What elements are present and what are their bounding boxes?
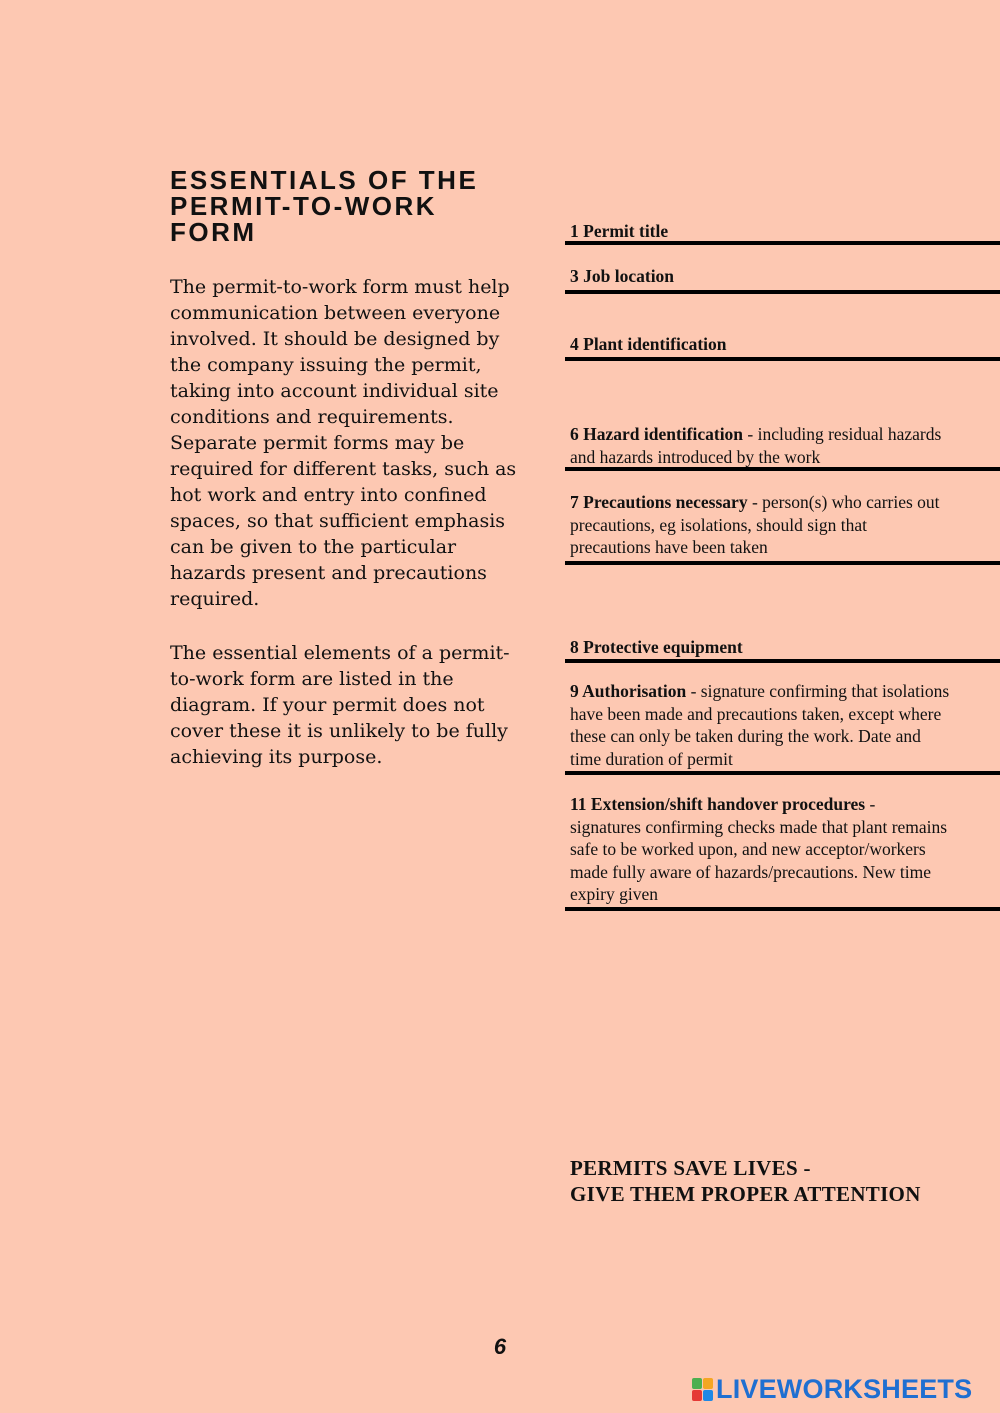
item-detail: - person(s) who carries out precautions, eg isolations, should sign that precautions have been taken xyxy=(570,492,940,558)
item-title: 3 Job location xyxy=(570,266,675,286)
form-item-job-location xyxy=(570,265,950,288)
intro-paragraph-2: The essential elements of a permit-to-work form are listed in the diagram. If your permit does not cover these it is unlikely to be fully achieving its purpose. xyxy=(170,642,510,768)
slogan-line-2: GIVE THEM PROPER ATTENTION xyxy=(570,1182,921,1206)
page-title xyxy=(170,167,530,245)
divider-line xyxy=(565,907,1000,911)
form-item-extension-handover xyxy=(570,793,950,906)
item-title: 9 Authorisation xyxy=(570,681,687,701)
divider-line xyxy=(565,241,1000,245)
form-item-protective-equipment xyxy=(570,636,950,659)
form-item-permit-title xyxy=(570,220,950,243)
title-line-3: FORM xyxy=(170,217,257,247)
item-title: 6 Hazard identification xyxy=(570,424,744,444)
divider-line xyxy=(565,659,1000,663)
item-detail: - signature confirming that isolations have been made and precautions taken, except where these can only be taken during the work. Date and time duration of permit xyxy=(570,681,950,769)
form-item-precautions xyxy=(570,491,950,559)
item-title: 4 Plant identification xyxy=(570,334,727,354)
title-line-2: PERMIT-TO-WORK xyxy=(170,191,438,221)
divider-line xyxy=(565,771,1000,775)
logo-icon xyxy=(692,1378,713,1401)
item-detail: - including residual hazards and hazards introduced by the work xyxy=(570,424,942,467)
item-title: 7 Precautions necessary xyxy=(570,492,748,512)
form-item-plant-identification xyxy=(570,333,950,356)
liveworksheets-logo xyxy=(692,1372,972,1406)
slogan xyxy=(570,1155,921,1207)
form-item-authorisation xyxy=(570,680,950,770)
divider-line xyxy=(565,357,1000,361)
logo-text: LIVEWORKSHEETS xyxy=(716,1373,973,1404)
item-title: 11 Extension/shift handover procedures xyxy=(570,794,866,814)
slogan-line-1: PERMITS SAVE LIVES - xyxy=(570,1156,811,1180)
item-title: 8 Protective equipment xyxy=(570,637,743,657)
item-title: 1 Permit title xyxy=(570,221,669,241)
intro-paragraph-1: The permit-to-work form must help communication between everyone involved. It should be designed by the company issuing the permit, taking into account individual site conditions and requirements. Separate permit forms may be required for different tasks, such as hot work and entry into confined spaces, so that sufficient emphasis can be given to the particular hazards present and precautions required. xyxy=(170,276,517,610)
divider-line xyxy=(565,290,1000,294)
page-number: 6 xyxy=(493,1334,507,1359)
form-item-hazard-identification xyxy=(570,423,950,468)
divider-line xyxy=(565,467,1000,471)
title-line-1: ESSENTIALS OF THE xyxy=(170,165,479,195)
divider-line xyxy=(565,561,1000,565)
item-detail: - signatures confirming checks made that plant remains safe to be worked upon, and new acceptor/workers made fully aware of hazards/precautions. New time expiry given xyxy=(570,794,948,905)
